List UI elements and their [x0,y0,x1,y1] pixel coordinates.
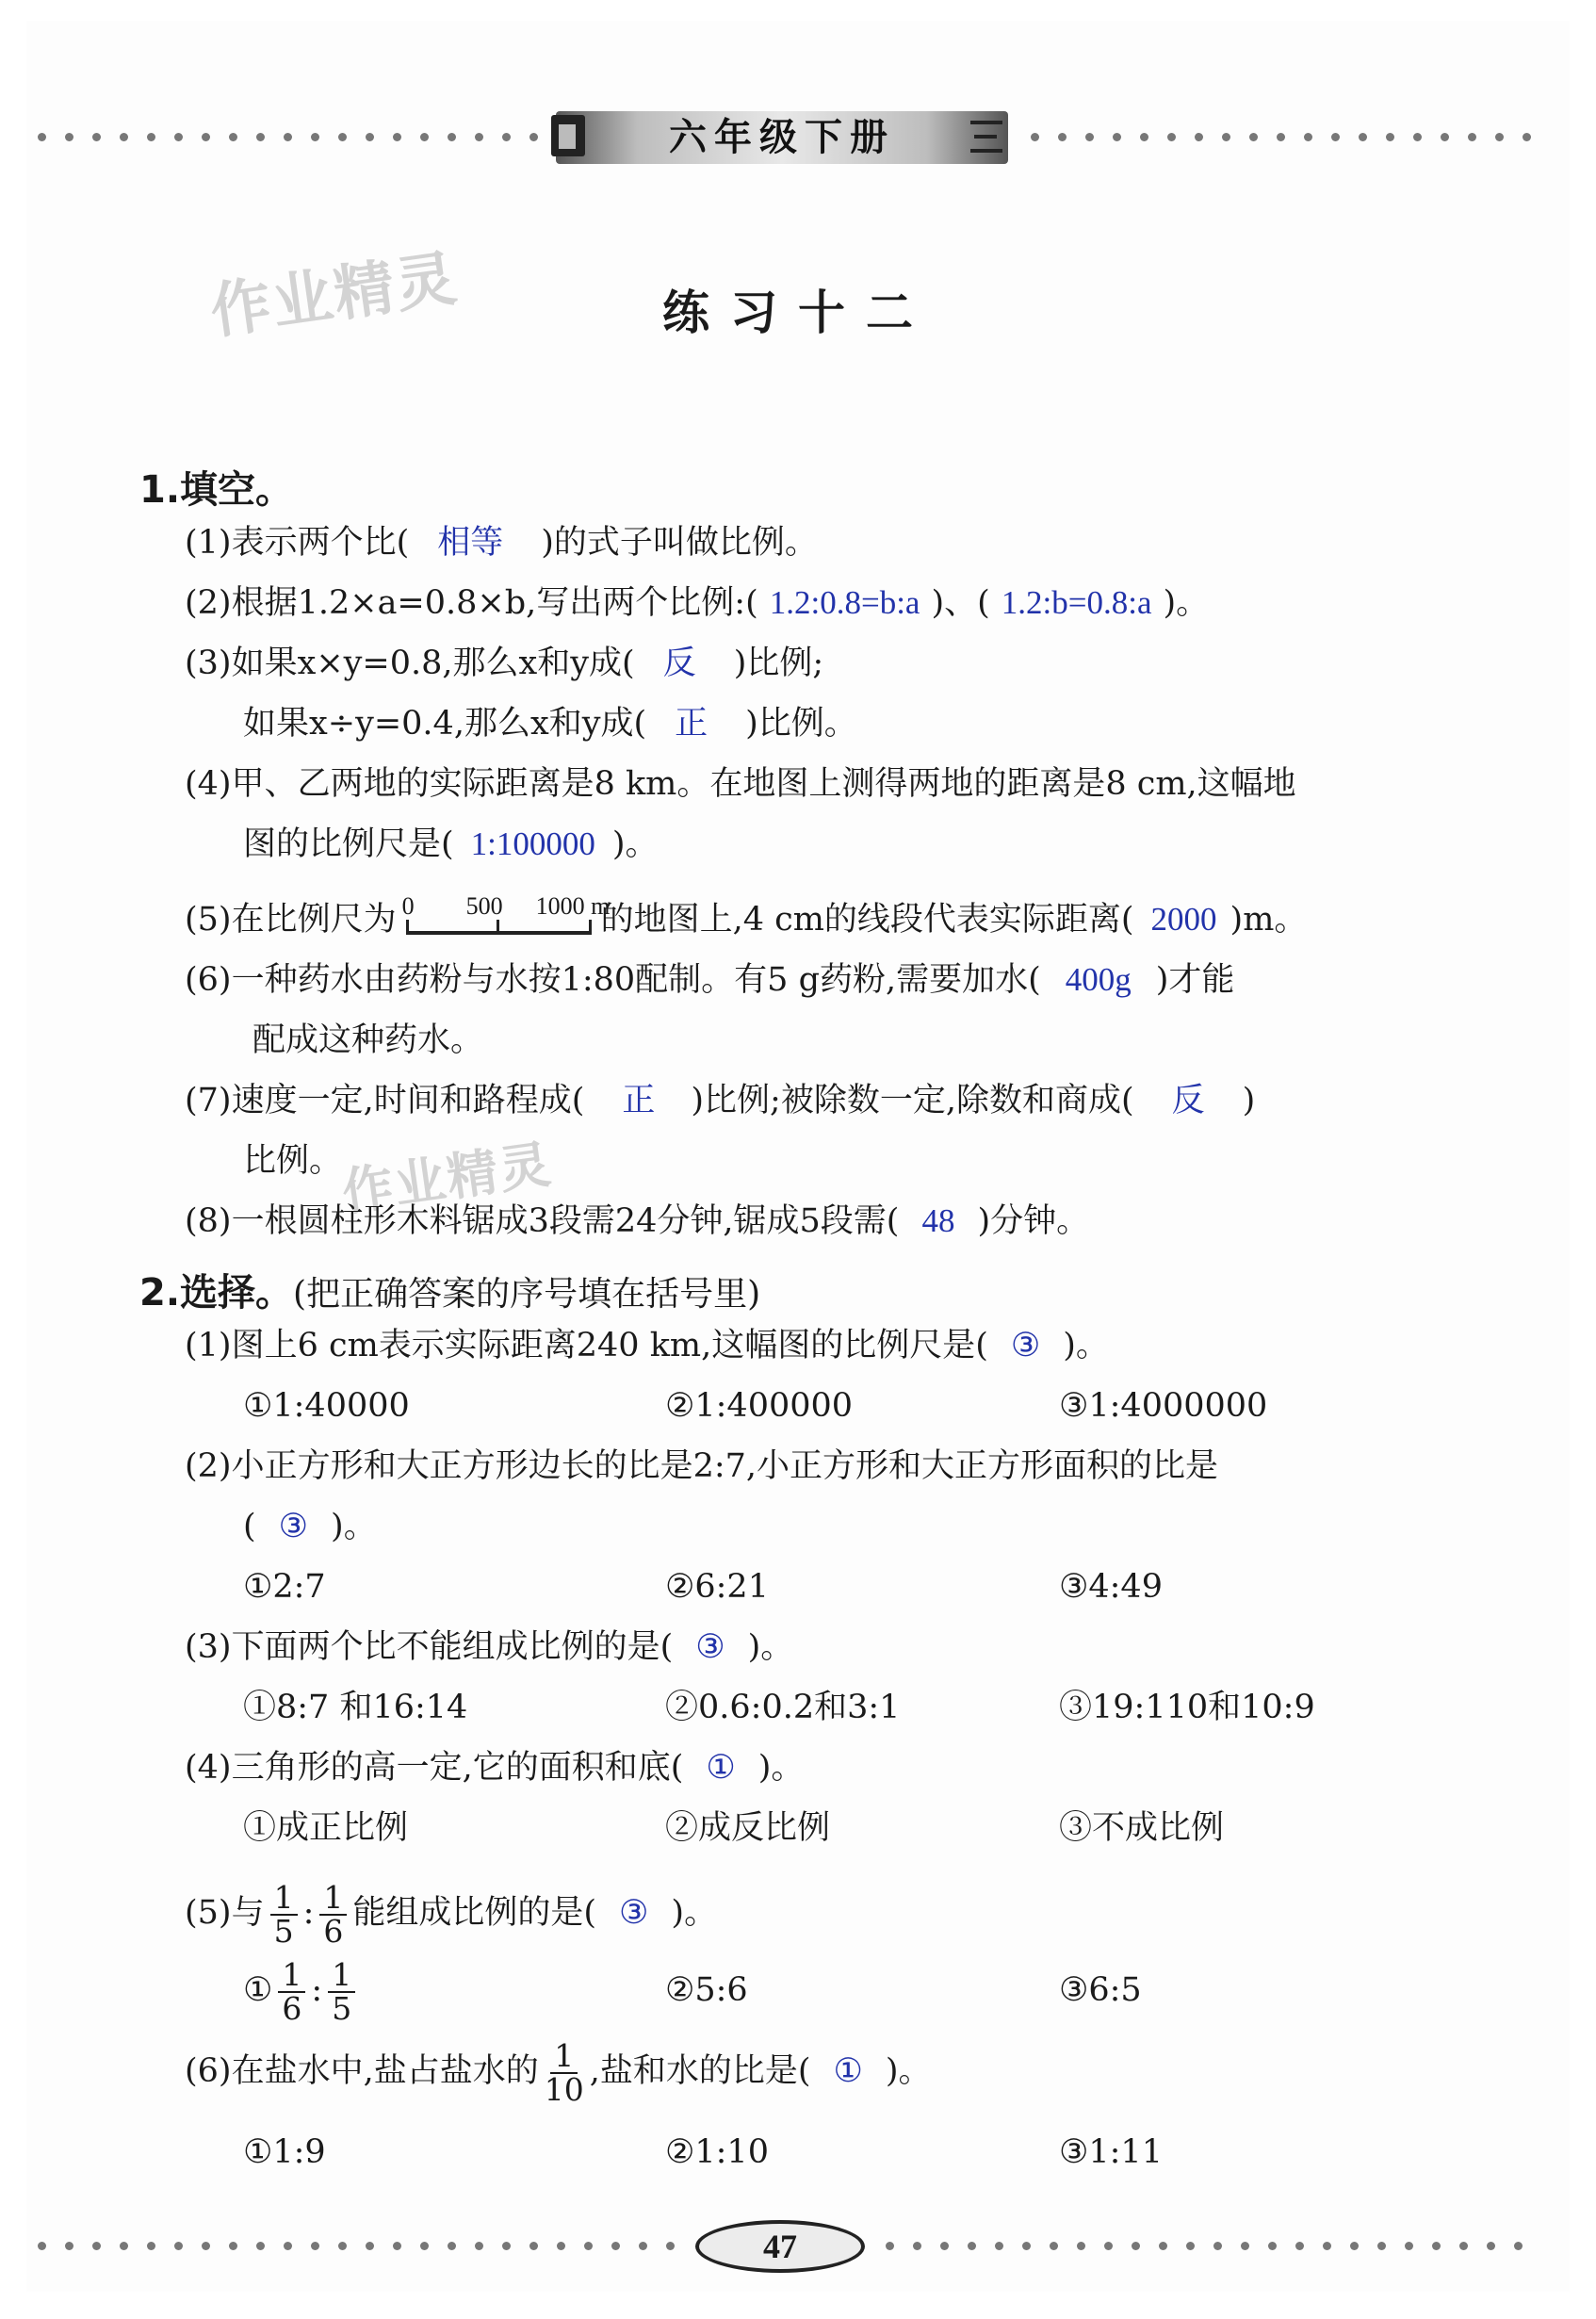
fraction: $\frac{1}{6}$ [278,1959,305,2025]
dot [1514,2242,1523,2250]
question-1-3b: 如果x÷y=0.4,那么x和y成( 正 )比例。 [243,705,857,743]
dot [284,133,292,141]
dot [448,2242,456,2250]
book-icon [551,115,585,156]
dot [529,2242,538,2250]
dot [1249,133,1258,141]
dot [38,2242,46,2250]
answer: 400g [1065,961,1132,998]
dot [1523,133,1531,141]
header-dots-left [38,133,557,141]
dot [1459,2242,1468,2250]
question-2-5: (5)与 $\frac{1}{5}$ : $\frac{1}{6}$ 能组成比例的是( ③ )。 [185,1878,718,1950]
dot [1304,133,1312,141]
option-1: ①1:9 [243,2133,326,2171]
dot [913,2242,921,2250]
answer: 反 [662,645,696,681]
option-1: ①成正比例 [243,1809,409,1847]
question-2-1: (1)图上6 cm表示实际距离240 km,这幅图的比例尺是( ③ )。 [185,1327,1109,1364]
dot [448,133,456,141]
dot [1140,133,1148,141]
watermark: 作业精灵 [205,243,463,348]
dot [611,2242,620,2250]
dot [420,133,429,141]
answer: ③ [619,1894,649,1932]
footer-dots-right [886,2242,1541,2250]
dot [65,133,73,141]
dot [202,133,210,141]
dot [1050,2242,1058,2250]
dot [393,133,401,141]
question-1-4b: 图的比例尺是( 1:100000 )。 [243,825,659,863]
page-number: 47 [695,2220,865,2273]
dot [1159,2242,1167,2250]
option-3: ③6:5 [1059,1971,1142,2009]
fraction: $\frac{1}{5}$ [270,1882,298,1948]
dot [1132,2242,1140,2250]
option-2: ②1:400000 [665,1387,854,1425]
dot [338,2242,347,2250]
dot [65,2242,73,2250]
answer-2: 1.2:b=0.8:a [1001,584,1152,621]
answer: ③ [695,1628,725,1666]
dot [229,2242,237,2250]
dot [256,2242,265,2250]
dot [174,133,183,141]
dot [256,133,265,141]
dot [366,133,374,141]
dot [1350,2242,1359,2250]
dot [120,133,128,141]
dot [1213,2242,1222,2250]
dot [1277,133,1285,141]
option-2: ②0.6:0.2和3:1 [665,1689,901,1726]
dot [666,2242,675,2250]
question-1-7b: 比例。 [243,1142,343,1180]
dot [639,2242,647,2250]
dot [1167,133,1176,141]
dot [529,133,538,141]
option-1: ①2:7 [243,1568,326,1606]
question-2-4: (4)三角形的高一定,它的面积和底( ① )。 [185,1749,805,1787]
dot [502,133,511,141]
option-3: ③1:11 [1059,2133,1163,2171]
question-2-3: (3)下面两个比不能组成比例的是( ③ )。 [185,1628,794,1666]
dot [1031,133,1039,141]
dot [311,133,319,141]
dot [502,2242,511,2250]
dot [1268,2242,1277,2250]
dot [229,133,237,141]
option-3: ③4:49 [1059,1568,1163,1606]
question-1-8: (8)一根圆柱形木料锯成3段需24分钟,锯成5段需( 48 )分钟。 [185,1202,1090,1240]
option-1: ①8:7 和16:14 [243,1689,468,1726]
dot [366,2242,374,2250]
dot [475,133,483,141]
question-2-2b: ( ③ )。 [243,1508,377,1545]
dot [284,2242,292,2250]
answer: ③ [278,1508,309,1545]
question-1-5: (5)在比例尺为 0 500 1000 m 的地图上,4 cm的线段代表实际距离( 2000 )m。 [185,897,1307,942]
option-3: ③1:4000000 [1059,1387,1268,1425]
dot [38,133,46,141]
answer: ③ [1010,1327,1041,1364]
dot [1405,2242,1413,2250]
answer: 相等 [437,524,504,561]
question-2-2a: (2)小正方形和大正方形边长的比是2:7,小正方形和大正方形面积的比是 [185,1447,1219,1485]
dot [584,2242,593,2250]
answer: 2000 [1150,901,1217,938]
dot [1487,2242,1495,2250]
decorative-lines-icon [970,121,1002,153]
dot [420,2242,429,2250]
dot [968,2242,976,2250]
dot [1495,133,1504,141]
question-1-4a: (4)甲、乙两地的实际距离是8 km。在地图上测得两地的距离是8 cm,这幅地 [185,765,1296,803]
dot [1113,133,1121,141]
dot [1331,133,1340,141]
watermark-2: 作业精灵 [338,1134,556,1223]
fraction: $\frac{1}{10}$ [544,2036,584,2108]
answer-2: 反 [1171,1082,1205,1119]
dot [338,133,347,141]
dot [1432,2242,1441,2250]
section-heading-2: 2.选择。(把正确答案的序号填在括号里) [139,1271,761,1315]
option-3: ③不成比例 [1059,1809,1225,1847]
dot [1295,2242,1304,2250]
header-dots-right [1031,133,1550,141]
dot [147,2242,155,2250]
dot [311,2242,319,2250]
dot [202,2242,210,2250]
question-1-3a: (3)如果x×y=0.8,那么x和y成( 反 )比例; [185,645,824,682]
section-heading: 1.填空。 [139,468,294,512]
dot [1441,133,1449,141]
page-title: 练习十二 [662,286,934,340]
dot [1359,133,1367,141]
fraction: $\frac{1}{5}$ [328,1959,355,2025]
dot [1022,2242,1031,2250]
dot [393,2242,401,2250]
dot [120,2242,128,2250]
fraction: $\frac{1}{6}$ [319,1882,347,1948]
dot [1413,133,1422,141]
dot [1085,133,1094,141]
dot [475,2242,483,2250]
dot [92,2242,101,2250]
dot [886,2242,894,2250]
answer: 正 [622,1082,656,1119]
option-2: ②1:10 [665,2133,769,2171]
option-2: ②成反比例 [665,1809,831,1847]
answer: 1.2:0.8=b:a [769,584,920,621]
dot [557,2242,565,2250]
dot [940,2242,949,2250]
dot [1241,2242,1249,2250]
option-2: ②5:6 [665,1971,748,2009]
option-1: ① $\frac{1}{6}$ : $\frac{1}{5}$ [243,1951,361,2030]
header-title: 六年级下册 [669,116,895,159]
dot [1377,2242,1386,2250]
option-3: ③19:110和10:9 [1059,1689,1315,1726]
dot [174,2242,183,2250]
dot [1186,2242,1195,2250]
question-2-6: (6)在盐水中,盐占盐水的 $\frac{1}{10}$ ,盐和水的比是( ① )。 [185,2036,932,2108]
question-1-6b: 配成这种药水。 [252,1021,484,1059]
dot [1222,133,1230,141]
answer: 48 [921,1202,955,1239]
footer-dots-left [38,2242,693,2250]
question-1-1: (1)表示两个比( 相等 )的式子叫做比例。 [185,524,818,562]
question-1-7a: (7)速度一定,时间和路程成( 正 )比例;被除数一定,除数和商成( 反 ) [185,1082,1256,1119]
question-1-2: (2)根据1.2×a=0.8×b,写出两个比例:( 1.2:0.8=b:a )、( 1.2:b=0.8:a )。 [185,584,1210,622]
dot [1468,133,1476,141]
answer: 正 [675,705,708,742]
dot [1104,2242,1113,2250]
dot [147,133,155,141]
option-2: ②6:21 [665,1568,769,1606]
question-1-6a: (6)一种药水由药粉与水按1:80配制。有5 g药粉,需要加水( 400g )才能 [185,961,1235,999]
dot [1058,133,1067,141]
answer: 1:100000 [470,825,595,862]
scale-bar: 0 500 1000 m [402,897,595,942]
dot [1077,2242,1085,2250]
answer: ① [833,2052,863,2090]
option-1: ①1:40000 [243,1387,410,1425]
dot [1195,133,1203,141]
answer: ① [706,1749,736,1787]
dot [1323,2242,1331,2250]
dot [995,2242,1003,2250]
dot [92,133,101,141]
dot [1386,133,1394,141]
